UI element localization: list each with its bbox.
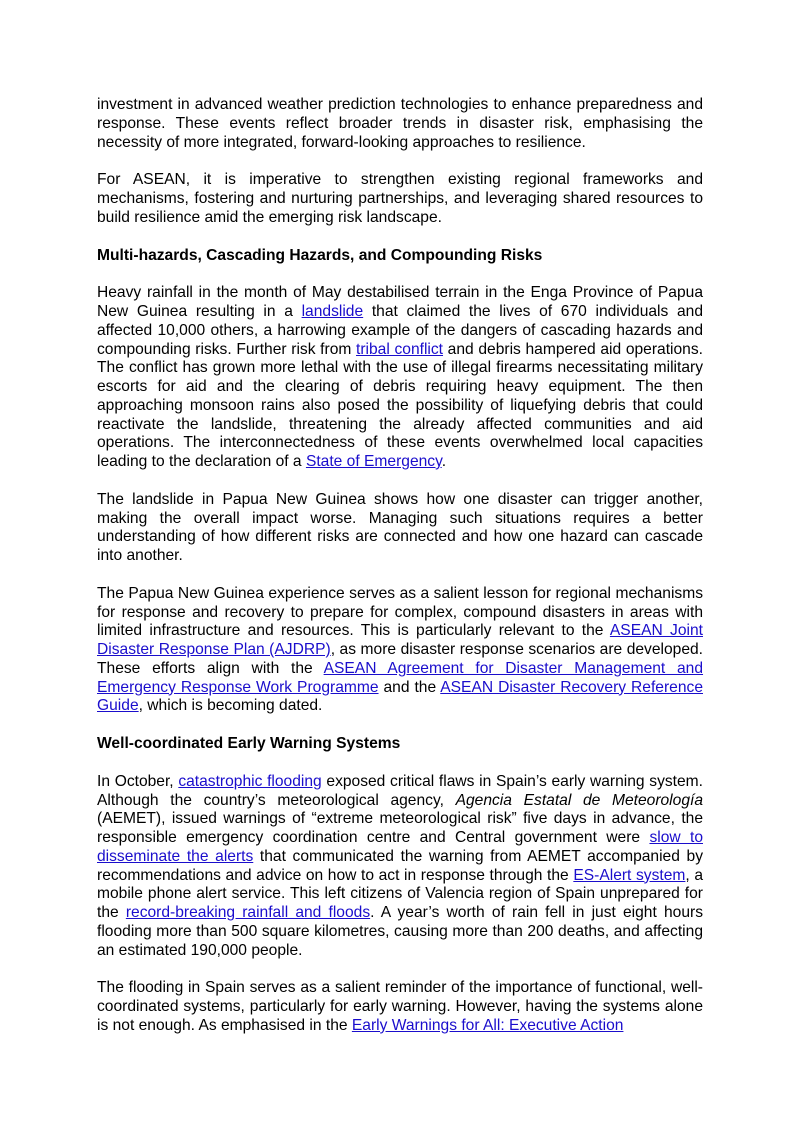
paragraph-text: , which is becoming dated. xyxy=(138,697,323,715)
paragraph-resilience-trends xyxy=(97,96,703,152)
paragraph-landslide-impact xyxy=(97,491,703,566)
paragraph-text: The landslide in Papua New Guinea shows how one disaster can trigger another, making the overall impact worse. Managing such situations requires a better understanding of how different risks are connected and how one hazard can cascade into another. xyxy=(97,490,703,564)
paragraph-text: . xyxy=(441,453,447,470)
paragraph-text: . A year’s worth of rain fell in just eight hours flooding more than 500 square kilometres, causing more than 200 deaths, and affecting an estimated 190,000 people. xyxy=(97,904,703,959)
link-record-rainfall[interactable]: record-breaking rainfall and floods xyxy=(125,904,371,921)
link-slow-alerts[interactable]: slow to disseminate the alerts xyxy=(97,829,703,865)
link-landslide[interactable]: landslide xyxy=(301,303,364,320)
link-state-of-emergency[interactable]: State of Emergency xyxy=(305,453,442,470)
paragraph-text: In October, xyxy=(97,772,179,790)
paragraph-text: investment in advanced weather prediction technologies to enhance preparedness and response. These events reflect broader trends in disaster risk, emphasising the necessity of more integrated, forward-looking approaches to resilience. xyxy=(97,96,703,151)
paragraph-text: and debris hampered aid operations. The conflict has grown more lethal with the use of illegal firearms necessitating military escorts for aid and the clearing of debris requiring heavy equipment. The then approaching monsoon rains also posed the possibility of liquefying debris that could reactivate the landslide, threatening the already affected communities and aid operations. The interconnectedness of these events overwhelmed local capacities leading to the declaration of a xyxy=(97,340,703,470)
paragraph-text: and the xyxy=(378,678,441,696)
paragraph-asean-imperative xyxy=(97,171,703,227)
paragraph-text: (AEMET), issued warnings of “extreme meteorological risk” five days in advance, the responsible emergency coordination centre and Central government were xyxy=(97,810,703,846)
paragraph-text: The flooding in Spain serves as a salient reminder of the importance of functional, well-coordinated systems, particularly for early warning. However, having the systems alone is not enough. As emphasised in the xyxy=(97,979,703,1034)
link-catastrophic-flooding[interactable]: catastrophic flooding xyxy=(178,772,322,790)
paragraph-text: Heavy rainfall in the month of May destabilised terrain in the Enga Province of Papua New Guinea resulting in a xyxy=(97,284,703,320)
agency-name: Agencia Estatal de Meteorología xyxy=(455,791,703,809)
link-aadmer-work-programme[interactable]: ASEAN Agreement for Disaster Management and Emergency Response Work Programme xyxy=(97,659,704,696)
section-heading-multi-hazards: Multi-hazards, Cascading Hazards, and Compounding Risks xyxy=(97,246,543,264)
paragraph-papua-lesson xyxy=(97,585,703,716)
link-ajdrp[interactable]: ASEAN Joint Disaster Response Plan (AJDRP) xyxy=(97,622,703,658)
paragraph-spain-flooding xyxy=(97,773,703,961)
paragraph-text: that claimed the lives of 670 individuals and affected 10,000 others, a harrowing example of the dangers of cascading hazards and compounding risks. Further risk from xyxy=(97,303,703,358)
paragraph-spain-reminder xyxy=(97,979,703,1035)
paragraph-text: , as more disaster response scenarios are developed. These efforts align with the xyxy=(97,641,704,677)
paragraph-text: , a mobile phone alert service. This left citizens of Valencia region of Spain unprepared for the xyxy=(97,866,704,921)
paragraph-text: that communicated the warning from AEMET accompanied by recommendations and advice on how to act in response through the xyxy=(97,847,703,884)
link-early-warnings-for-all[interactable]: Early Warnings for All: Executive Action xyxy=(351,1016,624,1034)
link-disaster-recovery-guide[interactable]: ASEAN Disaster Recovery Reference Guide xyxy=(97,678,703,715)
link-tribal-conflict[interactable]: tribal conflict xyxy=(356,340,444,358)
paragraph-text: For ASEAN, it is imperative to strengthen existing regional frameworks and mechanisms, fostering and nurturing partnerships, and leveraging shared resources to build resilience amid the emerging risk landscape. xyxy=(97,171,703,226)
paragraph-text: The Papua New Guinea experience serves as a salient lesson for regional mechanisms for response and recovery to prepare for complex, compound disasters in areas with limited infrastructure and resources. This is particularly relevant to the xyxy=(97,584,703,640)
section-heading-early-warning: Well-coordinated Early Warning Systems xyxy=(97,735,401,752)
paragraph-text: exposed critical flaws in Spain’s early warning system. Although the country’s meteorological agency, xyxy=(97,772,703,809)
paragraph-papua-landslide xyxy=(97,284,703,472)
link-es-alert[interactable]: ES-Alert system xyxy=(573,866,686,884)
document-page xyxy=(97,96,703,1036)
